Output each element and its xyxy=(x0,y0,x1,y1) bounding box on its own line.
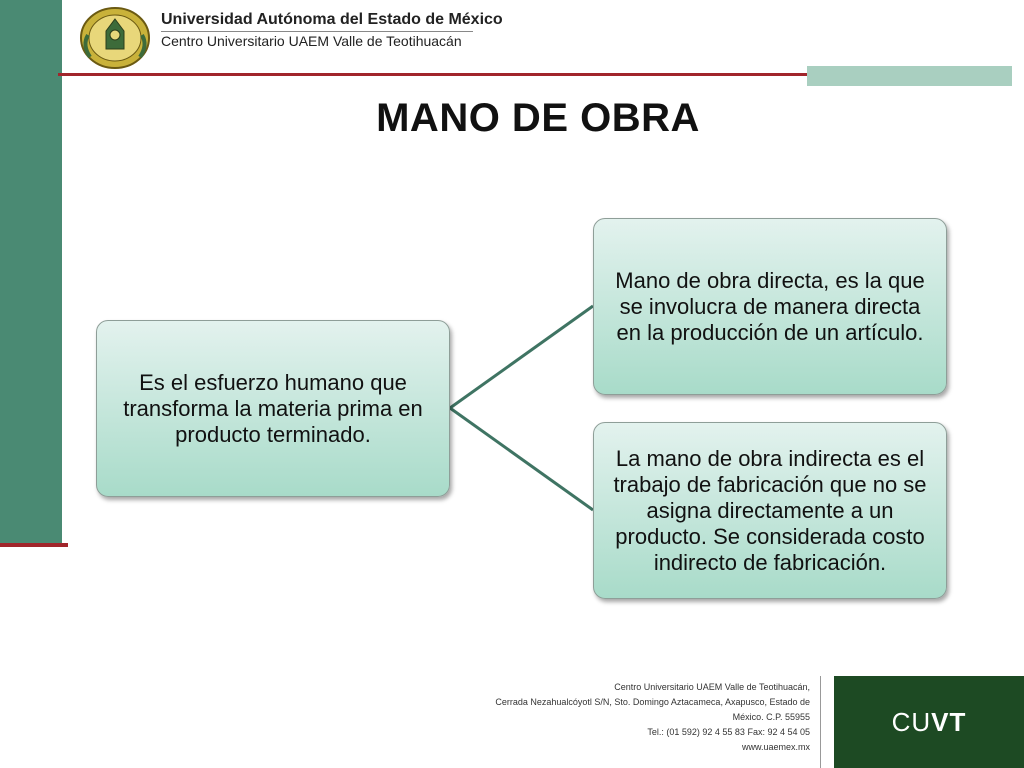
indirect-labor-text: La mano de obra indirecta es el trabajo de fabricación que no se asigna directamente a un producto. Se considerada costo indirecto de fabricación. xyxy=(613,445,927,575)
direct-labor-box xyxy=(593,218,947,395)
footer-line-4: Tel.: (01 592) 92 4 55 83 Fax: 92 4 54 05 xyxy=(647,727,810,737)
cuvt-logo xyxy=(834,676,1024,768)
slide-title: MANO DE OBRA xyxy=(376,96,700,140)
footer-line-1: Centro Universitario UAEM Valle de Teotihuacán, xyxy=(614,682,810,692)
direct-labor-text: Mano de obra directa, es la que se involucra de manera directa en la producción de un artículo. xyxy=(615,267,925,345)
connector-top xyxy=(450,306,593,408)
top-right-accent-bar xyxy=(807,66,1012,86)
left-accent-bar xyxy=(0,0,62,545)
footer-line-5: www.uaemex.mx xyxy=(741,742,810,752)
indirect-labor-box xyxy=(593,422,947,599)
header-divider xyxy=(161,31,473,32)
footer-line-2: Cerrada Nezahualcóyotl S/N, Sto. Domingo Aztacameca, Axapusco, Estado de xyxy=(495,697,810,707)
center-name: Centro Universitario UAEM Valle de Teotihuacán xyxy=(161,33,462,49)
cuvt-logo-regular: CU xyxy=(891,706,932,737)
university-name: Universidad Autónoma del Estado de México xyxy=(161,11,503,28)
definition-text: Es el esfuerzo humano que transforma la materia prima en producto terminado. xyxy=(123,369,423,447)
footer-divider xyxy=(820,676,821,768)
definition-box xyxy=(96,320,450,497)
footer-address xyxy=(495,680,810,755)
uaem-seal-icon xyxy=(78,5,152,71)
connector-bottom xyxy=(450,408,593,510)
footer-line-3: México. C.P. 55955 xyxy=(732,712,810,722)
left-red-line xyxy=(0,543,68,547)
cuvt-logo-bold: VT xyxy=(931,706,967,737)
